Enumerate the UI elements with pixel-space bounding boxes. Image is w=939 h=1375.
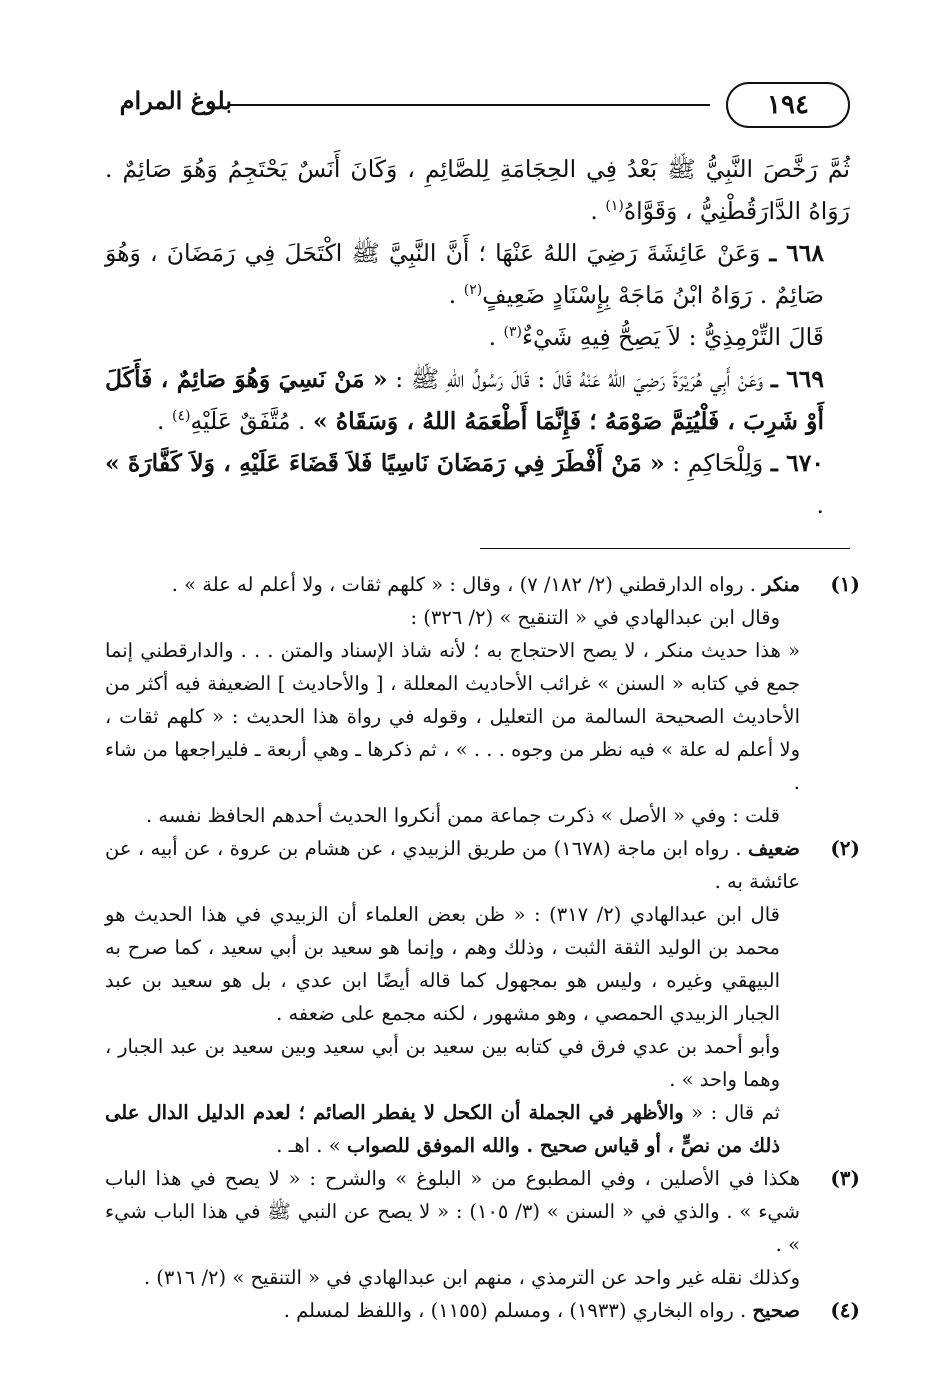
footnote-line: قال ابن عبدالهادي (٢/ ٣١٧) : « ظن بعض العلماء أن الزبيدي في هذا الحديث هو محمد بن الوليد الثقة الثبت ، وذلك وهم ، وإنما هو سعيد بن أبي سعيد ، كما صرح به البيهقي وغيره ، وليس هو بمجهول كما قاله أيضًا ابن عدي ، بل هو سعيد بن عبد الجبار الزبيدي الحمصي ، وهو مشهور ، لكنه مجمع على ضعفه . xyxy=(105,903,780,1025)
footnote-body xyxy=(105,1294,800,1327)
grade-label: ضعيف xyxy=(747,837,800,860)
footnote-text: . رواه الدارقطني (٢/ ١٨٢/ ٧) ، وقال : « كلهم ثقات ، ولا أعلم له علة » . xyxy=(171,573,763,596)
footnote-line: وكذلك نقله غير واحد عن الترمذي ، منهم ابن عبدالهادي في « التنقيح » (٢/ ٣١٦) . xyxy=(143,1266,800,1289)
footnote-line: هكذا في الأصلين ، وفي المطبوع من « البلوغ » والشرح : « لا يصح في هذا الباب شيء » . والذي في « السنن » (٣/ ١٠٥) : « لا يصح عن النبي ﷺ في هذا الباب شيء » . xyxy=(105,1167,800,1256)
hadith-668-end: . xyxy=(448,281,464,309)
grade-label: صحيح xyxy=(752,1299,800,1322)
footnote-line xyxy=(105,832,800,898)
hadith-number-670: ٦٧٠ ـ xyxy=(770,449,824,477)
hadith-669-text: وَعَنْ أَبِي هُرَيْرَةَ رَضِيَ اللهُ عَنْهُ قَالَ : قَالَ رَسُولُ اللهِ ﷺ : xyxy=(387,365,771,393)
footnote-3 xyxy=(105,1162,860,1294)
page-header xyxy=(100,82,850,138)
hadith-670-text: وَلِلْحَاكِمِ : xyxy=(664,449,771,477)
footnote-body xyxy=(105,832,800,1162)
footnote-body xyxy=(105,1162,800,1294)
footnote-2 xyxy=(105,832,860,1162)
intro-end: . xyxy=(590,197,606,225)
hadith-number-668: ٦٦٨ ـ xyxy=(769,239,824,267)
footnote-label: (١) xyxy=(830,572,860,596)
hadith-670-end: . xyxy=(816,491,824,519)
footnote-line xyxy=(105,1294,800,1327)
hadith-669-quote: « مَنْ نَسِيَ وَهُوَ صَائِمٌ ، فَأَكَلَ أَوْ شَرِبَ ، فَلْيُتِمَّ صَوْمَهُ ؛ فَإِنَّمَا أَطْعَمَهُ اللهُ ، وَسَقَاهُ » xyxy=(105,365,824,435)
footnote-4 xyxy=(105,1294,860,1327)
grade-label: منكر xyxy=(762,573,800,596)
hadith-number-669: ٦٦٩ ـ xyxy=(770,365,824,393)
header-rule xyxy=(230,104,710,106)
footnote-ref-3[interactable]: (٣) xyxy=(503,324,522,341)
footnote-bold-text: والأظهر في الجملة أن الكحل لا يفطر الصائم ؛ لعدم الدليل الدال على ذلك من نصٍّ ، أو قياس صحيح . والله الموفق للصواب xyxy=(105,1101,780,1157)
hadith-668 xyxy=(105,232,850,316)
footnote-text: . رواه البخاري (١٩٣٣) ، ومسلم (١١٥٥) ، واللفظ لمسلم . xyxy=(283,1299,753,1322)
paragraph-intro xyxy=(105,148,850,232)
footnote-divider xyxy=(480,548,850,549)
footnote-line xyxy=(105,568,800,601)
hadith-668-text: وَعَنْ عَائِشَةَ رَضِيَ اللهُ عَنْهَا ؛ أَنَّ النَّبِيَّ ﷺ اكْتَحَلَ فِي رَمَضَانَ ، وَهُوَ صَائِمٌ . رَوَاهُ ابْنُ مَاجَهْ بِإِسْنَادٍ ضَعِيفٍ xyxy=(105,239,824,309)
book-title: بلوغ المرام xyxy=(119,86,232,115)
footnote-line: « هذا حديث منكر ، لا يصح الاحتجاج به ؛ لأنه شاذ الإسناد والمتن . . . والدارقطني إنما جمع في كتابه « السنن » غرائب الأحاديث المعللة ، [ والأحاديث ] الضعيفة فيه أكثر من الأحاديث الصحيحة السالمة من التعليل ، وقوله في رواة هذا الحديث : « كلهم ثقات ، ولا أعلم له علة » فيه نظر من وجوه . . . » ، ثم ذكرها ـ وهي أربعة ـ فليراجعها من شاء . xyxy=(105,639,800,794)
tirmidhi-comment xyxy=(105,316,850,358)
page-number: ١٩٤ xyxy=(726,82,850,128)
hadith-670-quote: « مَنْ أَفْطَرَ فِي رَمَضَانَ نَاسِيًا فَلاَ قَضَاءَ عَلَيْهِ ، وَلاَ كَفَّارَةَ » xyxy=(105,449,665,477)
footnote-text: » . اهـ . xyxy=(276,1134,347,1157)
hadith-669-end: . xyxy=(157,407,172,435)
footnote-text: . رواه ابن ماجة (١٦٧٨) من طريق الزبيدي ، عن هشام بن عروة ، عن أبيه ، عن عائشة به . xyxy=(105,837,800,893)
main-text xyxy=(105,148,850,526)
intro-text: ثُمَّ رَخَّصَ النَّبِيُّ ﷺ بَعْدُ فِي الحِجَامَةِ لِلصَّائِمِ ، وَكَانَ أَنَسٌ يَحْتَجِمُ وَهُوَ صَائِمٌ . رَوَاهُ الدَّارَقُطْنِيُّ ، وَقَوَّاهُ xyxy=(105,155,850,225)
hadith-669-after: . مُتَّفَقٌ عَلَيْهِ xyxy=(190,407,313,435)
footnote-ref-2[interactable]: (٢) xyxy=(463,282,483,299)
hadith-669 xyxy=(105,358,850,442)
footnote-body xyxy=(105,568,800,832)
footnote-line: قلت : وفي « الأصل » ذكرت جماعة ممن أنكروا الحديث أحدهم الحافظ نفسه . xyxy=(146,804,780,827)
footnote-label: (٤) xyxy=(830,1298,860,1322)
footnote-ref-1[interactable]: (١) xyxy=(605,198,624,215)
footnote-label: (٢) xyxy=(830,836,860,860)
footnotes xyxy=(105,568,860,1327)
footnote-line xyxy=(105,1096,800,1162)
footnote-label: (٣) xyxy=(830,1166,860,1190)
footnote-ref-4[interactable]: (٤) xyxy=(171,408,191,425)
footnote-line: وأبو أحمد بن عدي فرق في كتابه بين سعيد بن أبي سعيد وبين سعيد بن عبد الجبار ، وهما واحد » . xyxy=(105,1035,780,1091)
tirmidhi-text: قَالَ التِّرْمِذِيُّ : لاَ يَصِحُّ فِيهِ شَيْءٌ xyxy=(521,323,824,351)
footnote-line: وقال ابن عبدالهادي في « التنقيح » (٢/ ٣٢٦) : xyxy=(410,606,780,629)
hadith-670 xyxy=(105,442,850,526)
footnote-1 xyxy=(105,568,860,832)
tirmidhi-end: . xyxy=(488,323,504,351)
footnote-text: ثم قال : « xyxy=(683,1101,780,1124)
